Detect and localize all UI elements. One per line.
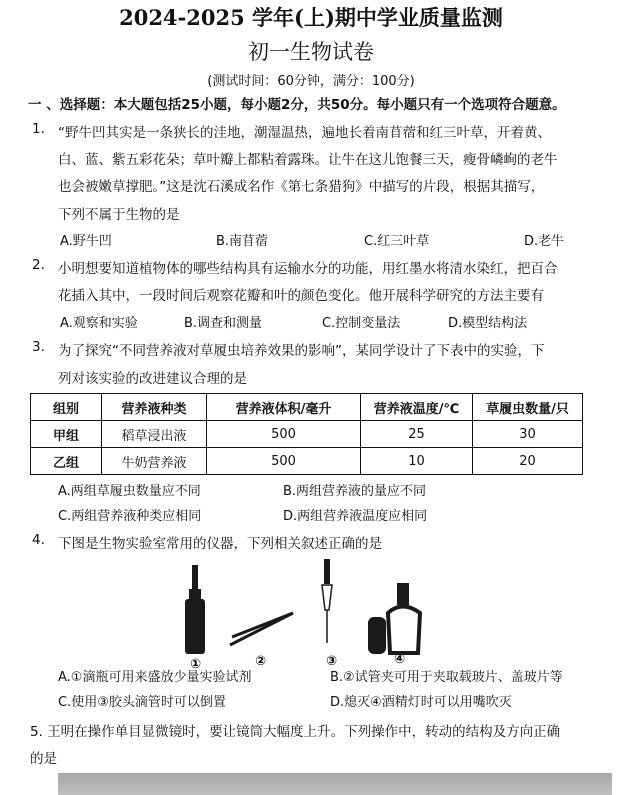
- table-row: [31, 421, 583, 448]
- q3-option-d: D.两组营养液温度应相同: [283, 509, 428, 524]
- table-header: 营养液体积/毫升: [207, 394, 361, 421]
- q4-option-d: D.熄灭④酒精灯时可以用嘴吹灭: [330, 695, 512, 710]
- table-row: [31, 448, 583, 475]
- table-cell: 甲组: [31, 421, 102, 448]
- microscope-photo: [58, 773, 612, 795]
- table-header-row: [31, 394, 583, 421]
- table-header: 草履虫数量/只: [473, 394, 583, 421]
- q5-line: 5. 王明在操作单目显微镜时，要让镜筒大幅度上升。下列操作中，转动的结构及方向正确: [30, 724, 561, 740]
- q1-line: “野牛凹其实是一条狭长的洼地，潮湿温热，遍地长着南苜蓿和红三叶草，开着黄、: [58, 125, 551, 141]
- table-header: 营养液温度/℃: [361, 394, 473, 421]
- q4-option-c: C.使用③胶头滴管时可以倒置: [58, 695, 226, 710]
- figure-label: ②: [255, 654, 267, 669]
- alcohol-lamp-icon: [368, 583, 420, 654]
- table-header: 营养液种类: [102, 394, 207, 421]
- figure-label: ③: [326, 654, 338, 669]
- q2-line: 花插入其中，一段时间后观察花瓣和叶的颜色变化。他开展科学研究的方法主要有: [58, 288, 544, 304]
- table-cell: 500: [207, 421, 361, 448]
- figure-label: ①: [190, 657, 202, 670]
- q3-line: 为了探究“不同营养液对草履虫培养效果的影响”，某同学设计了下表中的实验，下: [58, 343, 545, 359]
- dropper-bottle-icon: [185, 565, 205, 654]
- q2-option-d: D.模型结构法: [448, 316, 528, 331]
- q2-option-c: C.控制变量法: [322, 316, 401, 331]
- q2-option-a: A.观察和实验: [60, 316, 138, 331]
- q3-option-a: A.两组草履虫数量应不同: [58, 484, 201, 499]
- q5-line: 的是: [30, 751, 57, 767]
- q1-option-d: D.老牛: [524, 234, 565, 249]
- forceps-icon: [230, 613, 293, 645]
- figure-label: ④: [394, 652, 406, 667]
- q1-number: 1.: [32, 121, 45, 137]
- table-cell: 500: [207, 448, 361, 475]
- q4-number: 4.: [32, 532, 45, 548]
- table-cell: 稻草浸出液: [102, 421, 207, 448]
- table-header: 组别: [31, 394, 102, 421]
- experiment-table: [30, 393, 583, 475]
- q1-option-a: A.野牛凹: [60, 234, 112, 249]
- q1-line: 下列不属于生物的是: [58, 207, 180, 223]
- table-cell: 乙组: [31, 448, 102, 475]
- q1-option-b: B.南苜蓿: [216, 234, 269, 249]
- table-cell: 25: [361, 421, 473, 448]
- table-cell: 10: [361, 448, 473, 475]
- q1-line: 也会被嫩草撑肥。”这是沈石溪成名作《第七条猎狗》中描写的片段，根据其描写，: [58, 179, 545, 195]
- exam-subtitle: 初一生物试卷: [248, 40, 374, 64]
- exam-note: (测试时间：60分钟，满分：100分): [207, 74, 415, 89]
- lab-instruments-figure: [180, 555, 435, 670]
- q2-option-b: B.调查和测量: [184, 316, 263, 331]
- exam-title: 2024-2025 学年(上)期中学业质量监测: [119, 5, 503, 30]
- q1-line: 白、蓝、紫五彩花朵；草叶瓣上都粘着露珠。让牛在这儿饱餐三天，瘦骨嶙峋的老牛: [58, 152, 558, 168]
- dropper-pipette-icon: [322, 559, 332, 643]
- q2-line: 小明想要知道植物体的哪些结构具有运输水分的功能，用红墨水将清水染红，把百合: [58, 261, 558, 277]
- q3-option-b: B.两组营养液的量应不同: [283, 484, 427, 499]
- q4-line: 下图是生物实验室常用的仪器，下列相关叙述正确的是: [58, 536, 382, 552]
- q3-line: 列对该实验的改进建议合理的是: [58, 371, 247, 387]
- q2-number: 2.: [32, 257, 45, 273]
- q3-number: 3.: [32, 339, 45, 355]
- q3-option-c: C.两组营养液种类应相同: [58, 509, 202, 524]
- q4-option-a: A.①滴瓶可用来盛放少量实验试剂: [58, 670, 252, 685]
- table-cell: 20: [473, 448, 583, 475]
- table-cell: 牛奶营养液: [102, 448, 207, 475]
- q1-option-c: C.红三叶草: [364, 234, 430, 249]
- section-heading: 一 、选择题：本大题包括25小题，每小题2分，共50分。每小题只有一个选项符合题意。: [28, 97, 566, 113]
- table-cell: 30: [473, 421, 583, 448]
- q4-option-b: B.②试管夹可用于夹取载玻片、盖玻片等: [330, 670, 563, 685]
